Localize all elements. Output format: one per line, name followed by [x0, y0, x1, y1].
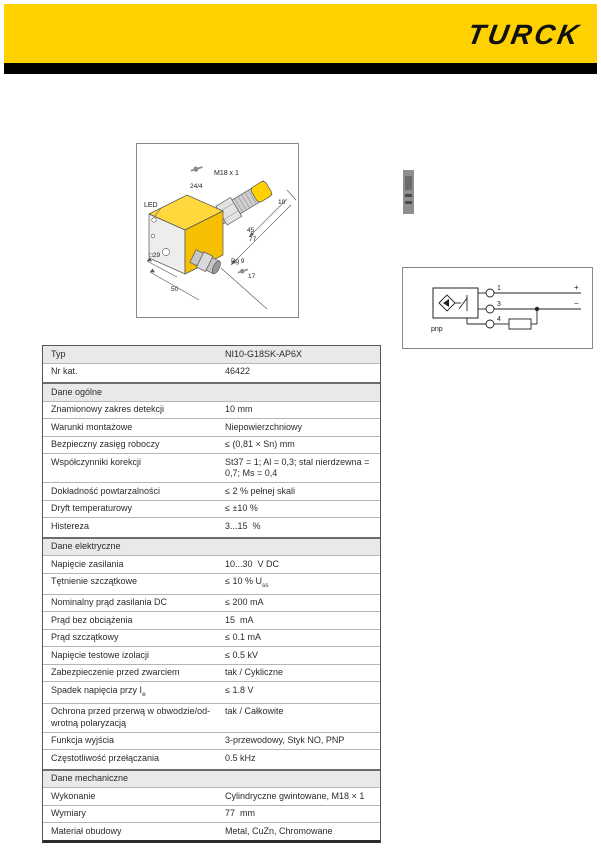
led-label: LED	[144, 202, 158, 209]
table-row	[43, 732, 380, 750]
dim-50-label: 50	[171, 286, 179, 293]
table-row	[43, 594, 380, 612]
dim-77-label: 77	[249, 236, 257, 243]
spec-value: Niepowierzchniowy	[225, 421, 303, 432]
table-row	[43, 805, 380, 823]
terminal-4	[486, 320, 494, 328]
table-row	[43, 822, 380, 840]
table-row	[43, 555, 380, 573]
turck-logo: TURCK	[465, 19, 584, 50]
section-row	[43, 769, 380, 788]
wrench-icon	[190, 165, 203, 173]
section-title: Dane ogólne	[51, 386, 103, 397]
spec-label: Częstotliwość przełączania	[51, 752, 160, 763]
spec-label: Nominalny prąd zasilania DC	[51, 597, 168, 608]
terminal-3-label: 3	[497, 301, 501, 308]
spec-label: Prąd szczątkowy	[51, 632, 119, 643]
spec-label: Znamionowy zakres detekcji	[51, 404, 165, 414]
spec-label: Nr kat.	[51, 366, 78, 376]
terminal-1-label: 1	[497, 285, 501, 292]
spec-value: 3...15 %	[225, 520, 261, 531]
table-row	[43, 346, 380, 363]
spec-value: tak / Cykliczne	[225, 667, 284, 678]
section-row	[43, 537, 380, 556]
spec-value: ≤ 200 mA	[225, 597, 264, 608]
dim-10-label: 10	[278, 199, 286, 206]
spec-label: Typ	[51, 348, 66, 359]
table-row	[43, 664, 380, 682]
spec-value: 77 mm	[225, 808, 256, 819]
spec-label: Materiał obudowy	[51, 825, 122, 836]
table-row	[43, 401, 380, 419]
spec-label: Bezpieczny zasięg roboczy	[51, 439, 160, 449]
table-row	[43, 681, 380, 702]
spec-value: 10...30 V DC	[225, 558, 280, 569]
spec-label: Dokładność powtarzalności	[51, 485, 161, 496]
led-indicator	[152, 218, 156, 222]
wrench-icon	[237, 267, 248, 274]
spec-value: ≤ ±10 %	[225, 503, 258, 513]
spec-label: Spadek napięcia przy $I_e$	[51, 684, 146, 698]
spec-label: Napięcie zasilania	[51, 558, 124, 569]
junction-dot	[535, 307, 539, 311]
technical-drawing	[137, 144, 298, 317]
spec-table	[42, 345, 381, 843]
spec-value: Cylindryczne gwintowane, M18 × 1	[225, 790, 365, 801]
output-type-label: pnp	[431, 326, 443, 333]
spec-value: ≤ 0.5 kV	[225, 649, 258, 660]
table-row	[43, 573, 380, 594]
table-row	[43, 749, 380, 767]
switch-contact	[455, 295, 467, 311]
terminal-4-label: 4	[497, 316, 501, 323]
spec-label: Ochrona przed przerwą w obwodzie/od-wrotną polaryzacją	[51, 706, 211, 728]
spec-label: Wykonanie	[51, 790, 96, 801]
header-black-bar	[4, 63, 597, 74]
spec-value: St37 = 1; Al = 0,3; stal nierdzewna = 0,7; Ms = 0,4	[225, 456, 372, 478]
inductive-sensor-symbol	[439, 295, 455, 311]
table-row	[43, 611, 380, 629]
wiring-diagram-panel	[402, 267, 593, 349]
table-row	[43, 482, 380, 500]
dim-45-label: 45	[247, 227, 255, 234]
side-vertical-label-strip	[403, 170, 414, 214]
spec-value: 46422	[225, 366, 251, 376]
spec-label: Napięcie testowe izolacji	[51, 649, 150, 660]
table-row	[43, 418, 380, 436]
terminal-1	[486, 289, 494, 297]
dim-29-label: □29	[149, 252, 161, 259]
mounting-hole	[162, 248, 169, 255]
table-row	[43, 517, 380, 535]
spec-label: Współczynniki korekcji	[51, 456, 142, 467]
section-row	[43, 382, 380, 401]
spec-label: Funkcja wyjścia	[51, 735, 115, 746]
wrench-size-bottom-label: 17	[248, 273, 256, 280]
gland-label: Pg 9	[231, 258, 245, 265]
spec-label: Wymiary	[51, 808, 86, 819]
header-yellow-bar	[4, 4, 597, 63]
spec-value: NI10-G18SK-AP6X	[225, 348, 303, 359]
terminal-3	[486, 305, 494, 313]
spec-label: Prąd bez obciążenia	[51, 614, 133, 625]
spec-value: 10 mm	[225, 404, 253, 414]
plus-label: +	[574, 283, 579, 292]
table-row	[43, 703, 380, 732]
minus-label: −	[574, 299, 579, 308]
table-row	[43, 436, 380, 454]
spec-label: Warunki montażowe	[51, 421, 133, 432]
table-row	[43, 453, 380, 482]
spec-value: 0.5 kHz	[225, 752, 256, 763]
spec-label: Dryft temperaturowy	[51, 503, 133, 513]
table-row	[43, 363, 380, 381]
section-title: Dane mechaniczne	[51, 773, 129, 784]
thread-label: M18 x 1	[214, 170, 239, 177]
spec-label: Zabezpieczenie przed zwarciem	[51, 667, 180, 678]
table-row	[43, 787, 380, 805]
spec-value: ≤ 10 % $U_{ss}$	[225, 576, 269, 589]
table-row	[43, 629, 380, 647]
load-resistor	[509, 319, 531, 329]
wrench-size-top-label: 24/4	[190, 183, 203, 190]
spec-value: 15 mA	[225, 614, 254, 625]
spec-label: Tętnienie szczątkowe	[51, 576, 138, 586]
spec-value: ≤ (0,81 × Sn) mm	[225, 439, 295, 449]
spec-value: 3-przewodowy, Styk NO, PNP	[225, 735, 345, 746]
wiring-diagram	[403, 268, 592, 348]
section-title: Dane elektryczne	[51, 541, 121, 551]
spec-value: ≤ 0.1 mA	[225, 632, 261, 643]
spec-value: Metal, CuZn, Chromowane	[225, 825, 333, 836]
table-row	[43, 646, 380, 664]
spec-value: ≤ 2 % pełnej skali	[225, 485, 295, 496]
table-row	[43, 500, 380, 518]
spec-value: ≤ 1.8 V	[225, 684, 254, 695]
spec-value: tak / Całkowite	[225, 706, 284, 717]
spec-label: Histereza	[51, 520, 90, 531]
technical-drawing-panel	[136, 143, 299, 318]
